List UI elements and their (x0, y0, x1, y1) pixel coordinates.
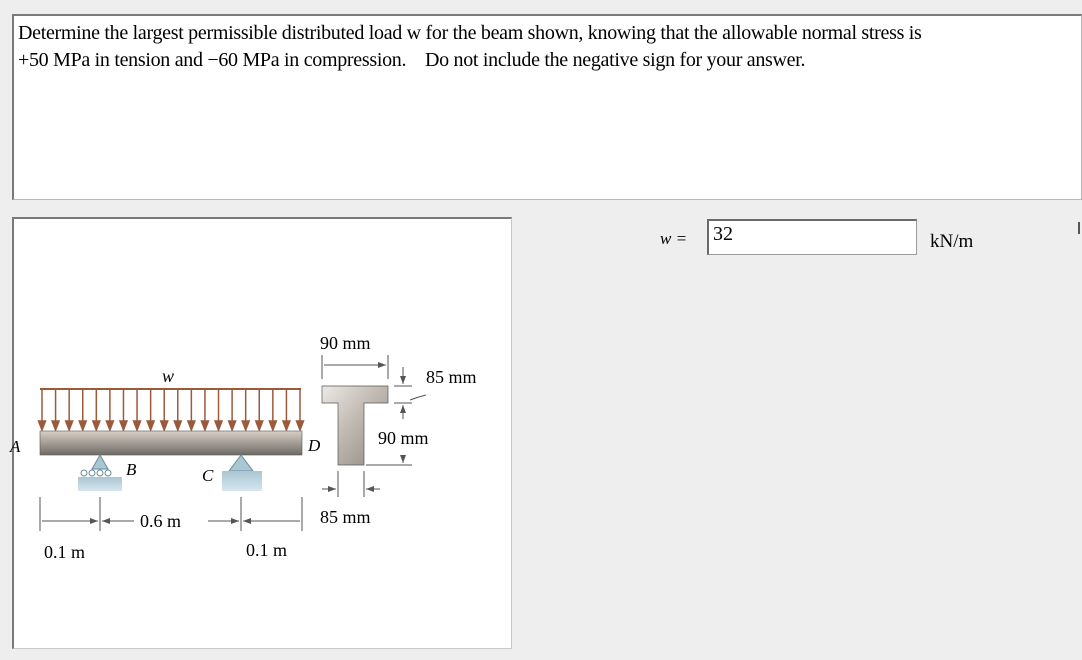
load-arrow-head (52, 421, 59, 430)
load-arrow-head (215, 421, 222, 430)
point-d-label: D (308, 436, 321, 455)
dim-flange-width: 90 mm (320, 333, 371, 353)
load-arrow-head (188, 421, 195, 430)
load-w-label: w (162, 366, 175, 386)
beam-diagram (10, 219, 512, 649)
load-arrow-head (283, 421, 290, 430)
section-dimension-lines (322, 355, 426, 497)
load-arrow-head (120, 421, 127, 430)
load-arrow-head (269, 421, 276, 430)
distributed-load (39, 389, 304, 430)
answer-input[interactable] (707, 219, 917, 255)
point-b-label: B (126, 460, 137, 479)
dim-flange-thickness: 85 mm (426, 367, 477, 387)
load-arrow-head (134, 421, 141, 430)
load-arrow-head (66, 421, 73, 430)
point-a-label: A (10, 437, 21, 456)
t-section (322, 386, 388, 465)
answer-variable-label: w = (660, 229, 688, 248)
support-b (78, 455, 122, 491)
question-line-1: Determine the largest permissible distributed load w for the beam shown, knowing that the allowable normal stress is (18, 22, 922, 44)
edge-mark (1078, 222, 1080, 234)
load-arrow-head (39, 421, 46, 430)
load-arrow-head (256, 421, 263, 430)
load-arrow-head (201, 421, 208, 430)
load-arrow-head (93, 421, 100, 430)
question-text (18, 20, 1078, 74)
support-c (222, 455, 262, 491)
question-line-2: +50 MPa in tension and −60 MPa in compression. Do not include the negative sign for your answer. (18, 49, 806, 71)
load-arrow-head (229, 421, 236, 430)
load-arrow-head (297, 421, 304, 430)
load-arrow-head (174, 421, 181, 430)
question-panel (12, 14, 1082, 200)
load-arrow-head (242, 421, 249, 430)
dim-left-overhang: 0.1 m (44, 542, 86, 562)
dim-right-overhang: 0.1 m (246, 540, 288, 560)
figure-panel (12, 217, 512, 649)
answer-unit-label: kN/m (930, 231, 974, 252)
load-arrow-head (161, 421, 168, 430)
beam (40, 431, 302, 455)
load-arrow-head (79, 421, 86, 430)
load-arrow-head (147, 421, 154, 430)
point-c-label: C (202, 466, 214, 485)
dim-span: 0.6 m (140, 511, 182, 531)
dim-web-width: 85 mm (320, 507, 371, 527)
load-arrow-head (106, 421, 113, 430)
dim-web-height: 90 mm (378, 428, 429, 448)
